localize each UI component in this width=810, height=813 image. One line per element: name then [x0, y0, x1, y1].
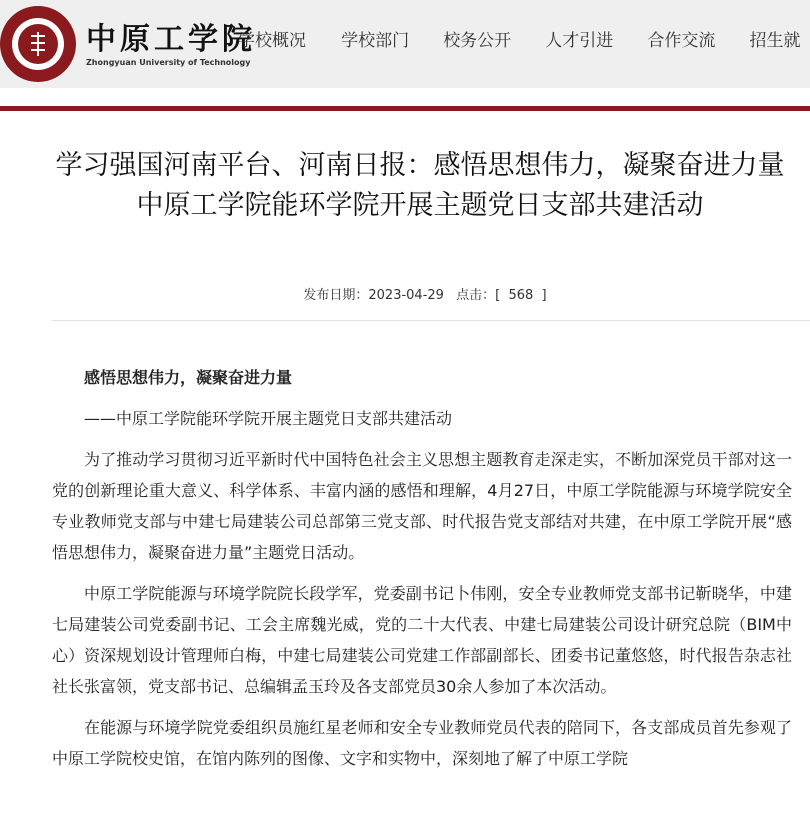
article-meta	[0, 284, 810, 303]
nav-item-admissions[interactable]: 招生就	[749, 31, 801, 51]
hits-prefix: 点击：[	[456, 288, 501, 303]
article-paragraph: 为了推动学习贯彻习近平新时代中国特色社会主义思想主题教育走深走实，不断加深党员干部对这一党的创新理论重大意义、科学体系、丰富内涵的感悟和理解，4月27日，中原工学院能源与环境学院安全专业教师党支部与中建七局建装公司总部第三党支部、时代报告党支部结对共建，在中原工学院开展“感悟思想伟力，凝聚奋进力量”主题党日活动。	[52, 450, 792, 562]
nav-item-school-departments[interactable]: 学校部门	[341, 31, 410, 51]
publish-date: 发布日期：2023-04-29	[303, 288, 444, 303]
university-seal-logo[interactable]	[0, 6, 76, 82]
nav-item-school-overview[interactable]: 学校概况	[238, 31, 306, 51]
article-paragraph: 在能源与环境学院党委组织员施红星老师和安全专业教师党员代表的陪同下，各支部成员首先参观了中原工学院校史馆，在馆内陈列的图像、文字和实物中，深刻地了解了中原工学院	[52, 718, 792, 768]
header-accent-bar	[0, 106, 810, 111]
article-title: 学习强国河南平台、河南日报：感悟思想伟力，凝聚奋进力量 中原工学院能环学院开展主题党日支部共建活动	[55, 150, 785, 221]
hits-label	[456, 288, 547, 303]
article-subtitle-line: ——中原工学院能环学院开展主题党日支部共建活动	[84, 409, 453, 428]
logo-chinese-name[interactable]: 中原工学院	[86, 22, 256, 57]
meta-divider	[52, 320, 810, 321]
article-paragraph: 中原工学院能源与环境学院院长段学军，党委副书记卜伟刚，安全专业教师党支部书记靳晓华，中建七局建装公司党委副书记、工会主席魏光威，党的二十大代表、中建七局建装公司设计研究总院（BIM中心）资深规划设计管理师白梅，中建七局建装公司党建工作部副部长、团委书记董悠悠，时代报告杂志社社长张富领，党支部书记、总编辑孟玉玲及各支部党员30余人参加了本次活动。	[52, 584, 792, 696]
article-subheading: 感悟思想伟力，凝聚奋进力量	[84, 368, 293, 387]
nav-item-talent-recruitment[interactable]: 人才引进	[545, 31, 614, 51]
hits-suffix: ]	[541, 288, 547, 303]
seal-core	[18, 24, 58, 64]
nav-item-school-affairs[interactable]: 校务公开	[443, 31, 512, 51]
article-body	[52, 362, 792, 784]
nav-item-cooperation[interactable]: 合作交流	[647, 31, 716, 51]
logo-english-name: Zhongyuan University of Technology	[86, 58, 251, 67]
seal-emblem-icon	[31, 32, 45, 56]
main-nav	[238, 26, 810, 51]
seal-inner-ring	[12, 18, 64, 70]
site-header	[0, 0, 810, 88]
hits-count: 568	[508, 288, 534, 303]
